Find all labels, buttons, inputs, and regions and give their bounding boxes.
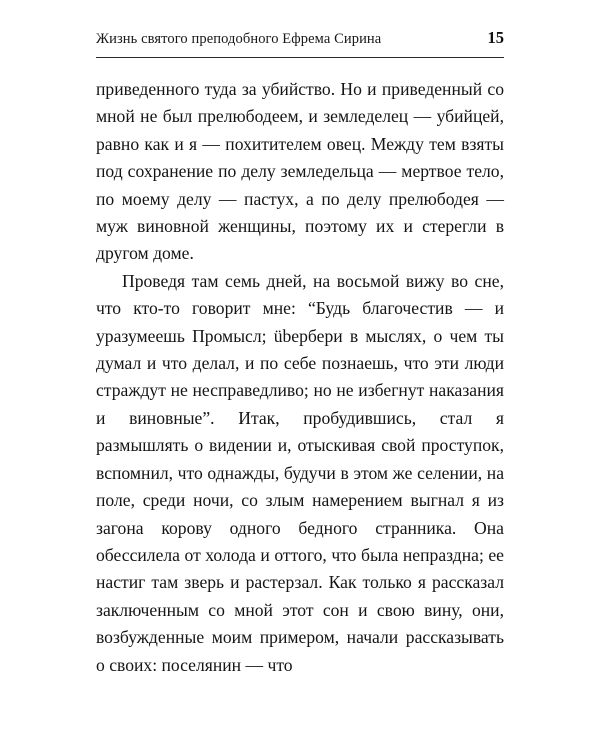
- page-number: 15: [487, 28, 504, 47]
- paragraph: Проведя там семь дней, на восьмой вижу во сне, что кто-то говорит мне: “Будь благочестив — и уразумеешь Промысл; übербери в мыслях, о чем ты думал и что делал, и по себе познаешь, что эти люди страждут не несправедливо; но не избегнут наказания и виновные”. Итак, пробудившись, стал я размышлять о видении и, отыскивая свой проступок, вспомнил, что однажды, будучи в этом же селении, на поле, среди ночи, со злым намерением выгнал я из загона корову одного бедного странника. Она обессилела от холода и оттого, что была непраздна; ее настиг там зверь и растерзал. Как только я рассказал заключенным со мной этот сон и свою вину, они, возбужденные моим примером, начали рассказывать о своих: поселянин — что: [96, 270, 504, 675]
- paragraph-continued: приведенного туда за убийство. Но и приведенный со мной не был прелюбодеем, и земледелец — убийцей, равно как и я — похитителем овец. Между тем взяты под сохранение по делу земледельца — мертвое тело, по моему делу — пастух, а по делу прелюбодея — муж виновной женщины, поэтому их и стерегли в другом доме.: [96, 79, 504, 264]
- body-text: [96, 76, 504, 679]
- page-header: [96, 28, 504, 54]
- running-title: Жизнь святого преподобного Ефрема Сирина: [96, 31, 382, 47]
- header-rule: [96, 57, 504, 58]
